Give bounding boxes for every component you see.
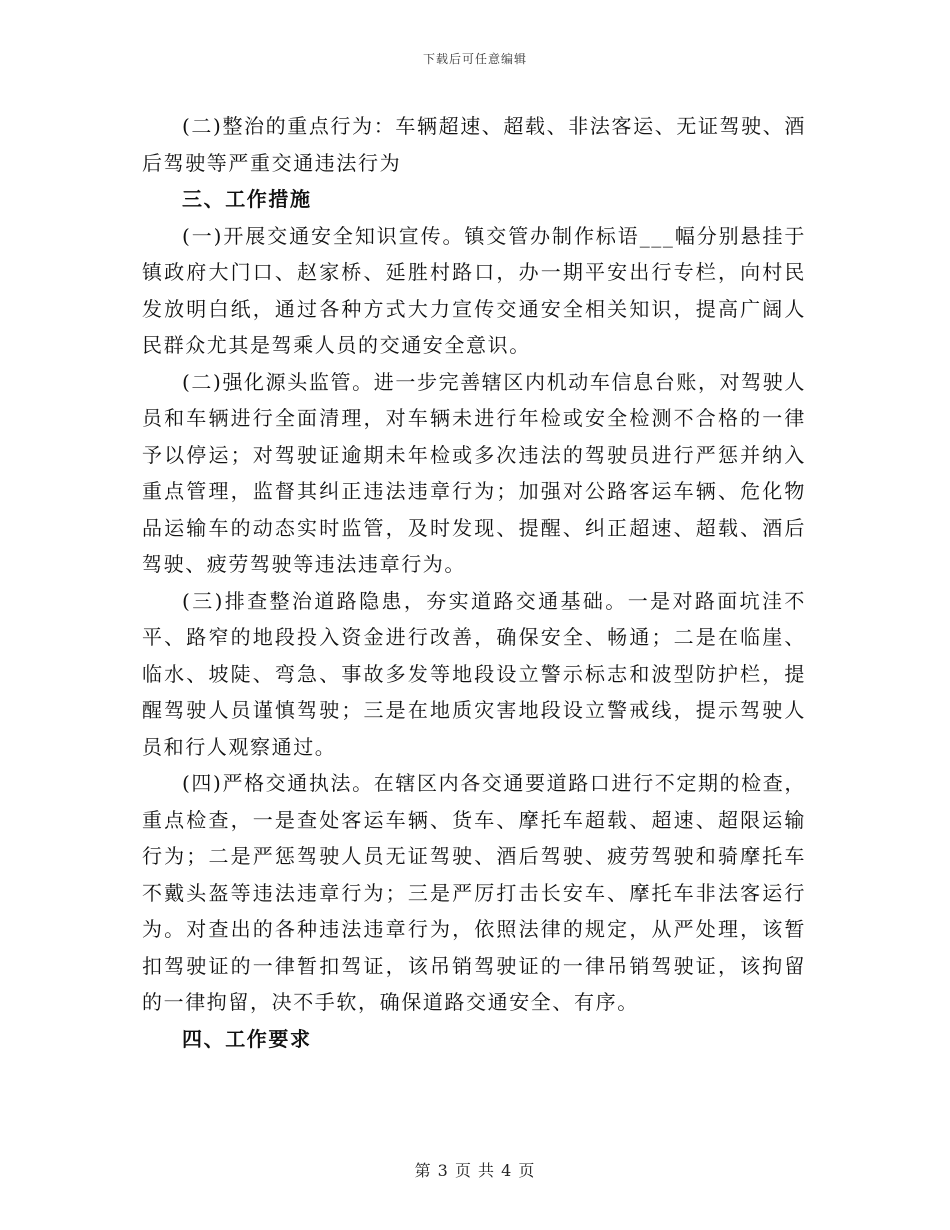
section-heading-work-requirements: 四、工作要求 (182, 1026, 312, 1051)
paragraph-source-supervision: (二)强化源头监管。进一步完善辖区内机动车信息台账，对驾驶人员和车辆进行全面清理，对车辆未进行年检或安全检测不合格的一律予以停运；对驾驶证逾期未年检或多次违法的驾驶员进行严惩并纳入重点管理，监督其纠正违法违章行为；加强对公路客运车辆、危化物品运输车的动态实时监管，及时发现、提醒、纠正超速、超载、酒后驾驶、疲劳驾驶等违法违章行为。 (142, 369, 806, 576)
document-body (142, 108, 806, 1057)
paragraph-safety-publicity: (一)开展交通安全知识宣传。镇交管办制作标语___幅分别悬挂于镇政府大门口、赵家桥、延胜村路口，办一期平安出行专栏，向村民发放明白纸，通过各种方式大力宣传交通安全相关知识，提高广阔人民群众尤其是驾乘人员的交通安全意识。 (142, 223, 806, 357)
paragraph-key-behaviors: (二)整治的重点行为：车辆超速、超载、非法客运、无证驾驶、酒后驾驶等严重交通违法行为 (142, 114, 806, 175)
paragraph-law-enforcement: (四)严格交通执法。在辖区内各交通要道路口进行不定期的检查，重点检查，一是查处客运车辆、货车、摩托车超载、超速、超限运输行为；二是严惩驾驶人员无证驾驶、酒后驾驶、疲劳驾驶和骑摩托车不戴头盔等违法违章行为；三是严厉打击长安车、摩托车非法客运行为。对查出的各种违法违章行为，依照法律的规定，从严处理，该暂扣驾驶证的一律暂扣驾证，该吊销驾驶证的一律吊销驾驶证，该拘留的一律拘留，决不手软，确保道路交通安全、有序。 (142, 771, 806, 1014)
paragraph-road-hazards: (三)排查整治道路隐患，夯实道路交通基础。一是对路面坑洼不平、路窄的地段投入资金进行改善，确保安全、畅通；二是在临崖、临水、坡陡、弯急、事故多发等地段设立警示标志和波型防护栏，提醒驾驶人员谨慎驾驶；三是在地质灾害地段设立警戒线，提示驾驶人员和行人观察通过。 (142, 588, 806, 759)
page-footer: 第 3 页 共 4 页 (414, 1161, 536, 1180)
section-heading-work-measures: 三、工作措施 (182, 187, 312, 211)
page-header: 下载后可任意编辑 (422, 52, 527, 66)
